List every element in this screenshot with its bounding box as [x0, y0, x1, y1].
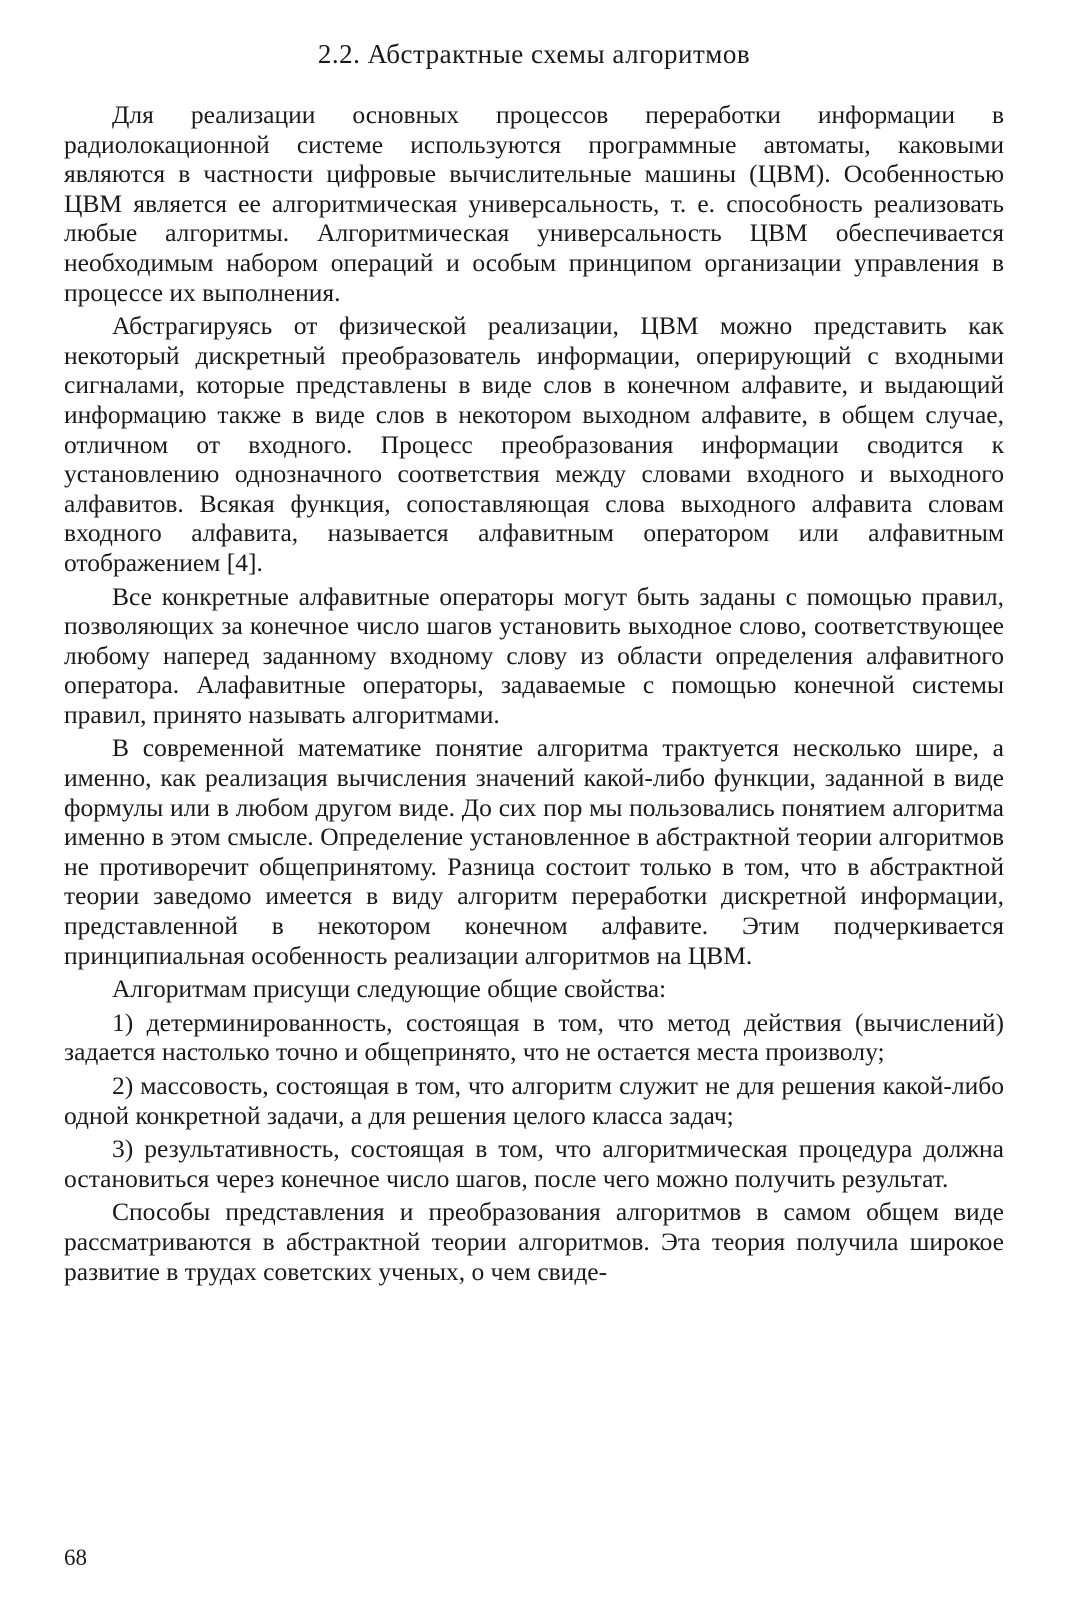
- property-mass: 2) массовость, состоящая в том, что алгоритм служит не для решения какой-либо одной конкретной задачи, а для решения целого класса задач;: [64, 1071, 1004, 1130]
- paragraph-abstraction: Абстрагируясь от физической реализации, ЦВМ можно представить как некоторый дискретный преобразователь информации, оперирующий с входными сигналами, которые представлены в виде слов в конечном алфавите, и выдающий информацию также в виде слов в некотором выходном алфавите, в общем случае, отличном от входного. Процесс преобразования информации сводится к установлению однозначного соответствия между словами входного и выходного алфавитов. Всякая функция, сопоставляющая слова выходного алфавита словам входного алфавита, называется алфавитным оператором или алфавитным отображением [4].: [64, 311, 1004, 577]
- paragraph-properties-intro: Алгоритмам присущи следующие общие свойства:: [112, 974, 667, 1004]
- property-result: 3) результативность, состоящая в том, что алгоритмическая процедура должна остановиться через конечное число шагов, после чего можно получить результат.: [64, 1134, 1004, 1193]
- paragraph-operators: Все конкретные алфавитные операторы могут быть заданы с помощью правил, позволяющих за конечное число шагов установить выходное слово, соответствующее любому наперед заданному входному слову из области определения алфавитного оператора. Алафавитные операторы, задаваемые с помощью конечной системы правил, принято называть алгоритмами.: [64, 581, 1004, 729]
- paragraph-closing: Способы представления и преобразования алгоритмов в самом общем виде рассматриваются в абстрактной теории алгоритмов. Эта теория получила широкое развитие в трудах советских ученых, о чем свиде-: [64, 1197, 1004, 1286]
- property-determinism: 1) детерминированность, состоящая в том, что метод действия (вычислений) задается настолько точно и общепринято, что не остается места произволу;: [64, 1007, 1004, 1067]
- page-number: 68: [64, 1545, 87, 1570]
- paragraph-modern-math: В современной математике понятие алгоритма трактуется несколько шире, а именно, как реализация вычисления значений какой-либо функции, заданной в виде формулы или в любом другом виде. До сих пор мы пользовались понятием алгоритма именно в этом смысле. Определение установленное в абстрактной теории алгоритмов не противоречит общепринятому. Разница состоит только в том, что в абстрактной теории заведомо имеется в виду алгоритм переработки дискретной информации, представленной в некотором конечном алфавите. Этим подчеркивается принципиальная особенность реализации алгоритмов на ЦВМ.: [64, 733, 1004, 970]
- section-title: 2.2. Абстрактные схемы алгоритмов: [317, 39, 751, 69]
- paragraph-intro: Для реализации основных процессов переработки информации в радиолокационной системе используются программные автоматы, каковыми являются в частности цифровые вычислительные машины (ЦВМ). Особенностью ЦВМ является ее алгоритмическая универсальность, т. е. способность реализовать любые алгоритмы. Алгоритмическая универсальность ЦВМ обеспечивается необходимым набором операций и особым принципом организации управления в процессе их выполнения.: [64, 100, 1004, 307]
- page-body: [64, 36, 1004, 1290]
